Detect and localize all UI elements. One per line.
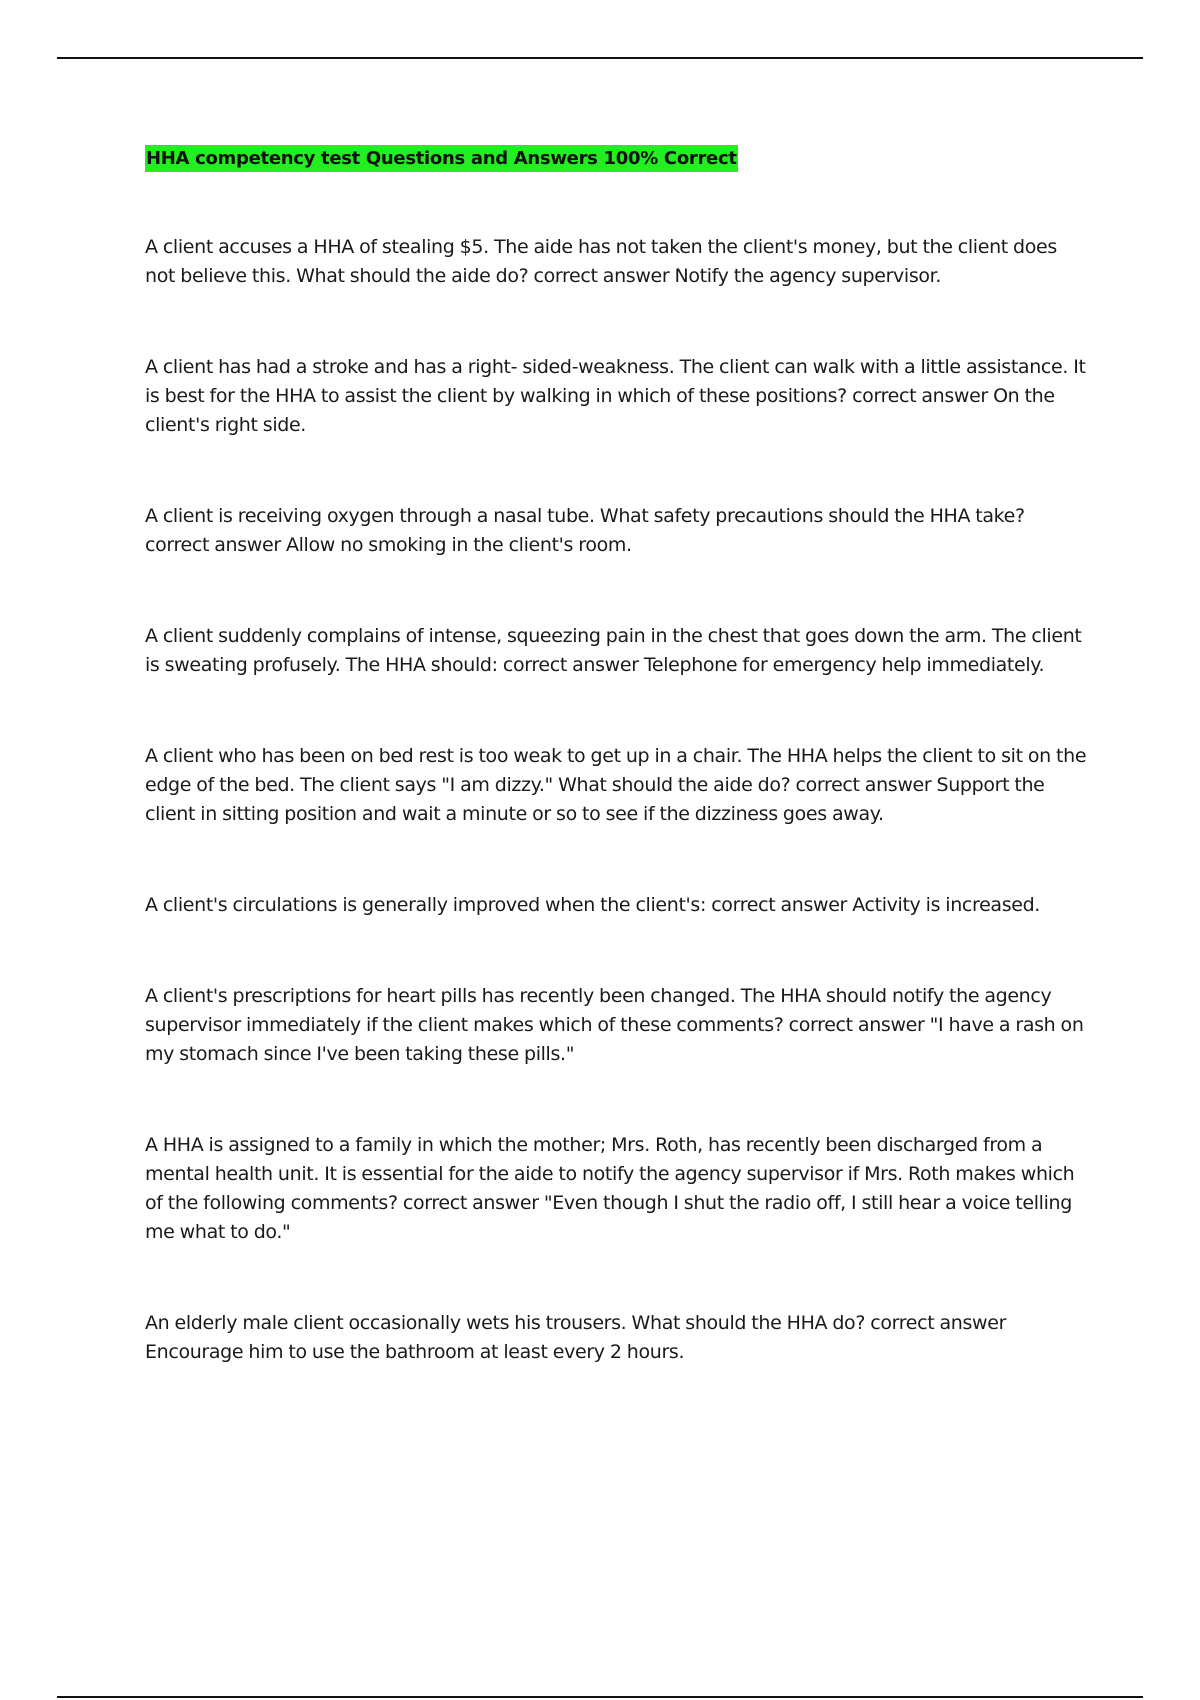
header-rule: [57, 57, 1143, 59]
document-title: HHA competency test Questions and Answers 100% Correct: [145, 145, 738, 172]
qa-item: A HHA is assigned to a family in which the mother; Mrs. Roth, has recently been discharged from a mental health unit. It is essential for the aide to notify the agency supervisor if Mrs. Roth makes which of the following comments? correct answer "Even though I shut the radio off, I still hear a voice telling me what to do.": [145, 1134, 1075, 1243]
title-line: [145, 145, 1090, 175]
qa-item: A client has had a stroke and has a right- sided-weakness. The client can walk with a little assistance. It is best for the HHA to assist the client by walking in which of these positions? correct answer On the client's right side.: [145, 356, 1086, 436]
document-body: [145, 145, 1090, 1429]
qa-item: A client is receiving oxygen through a nasal tube. What safety precautions should the HHA take? correct answer Allow no smoking in the client's room.: [145, 505, 1025, 556]
qa-item: An elderly male client occasionally wets his trousers. What should the HHA do? correct answer Encourage him to use the bathroom at least every 2 hours.: [145, 1312, 1007, 1363]
qa-item: A client who has been on bed rest is too weak to get up in a chair. The HHA helps the client to sit on the edge of the bed. The client says "I am dizzy." What should the aide do? correct answer Support the client in sitting position and wait a minute or so to see if the dizziness goes away.: [145, 745, 1087, 825]
qa-item: A client accuses a HHA of stealing $5. The aide has not taken the client's money, but the client does not believe this. What should the aide do? correct answer Notify the agency supervisor.: [145, 236, 1057, 287]
qa-item: A client's prescriptions for heart pills has recently been changed. The HHA should notify the agency supervisor immediately if the client makes which of these comments? correct answer "I have a rash on my stomach since I've been taking these pills.": [145, 985, 1084, 1065]
qa-item: A client suddenly complains of intense, squeezing pain in the chest that goes down the arm. The client is sweating profusely. The HHA should: correct answer Telephone for emergency help immediately.: [145, 625, 1082, 676]
qa-item: A client's circulations is generally improved when the client's: correct answer Activity is increased.: [145, 894, 1040, 916]
footer-rule: [57, 1696, 1143, 1698]
